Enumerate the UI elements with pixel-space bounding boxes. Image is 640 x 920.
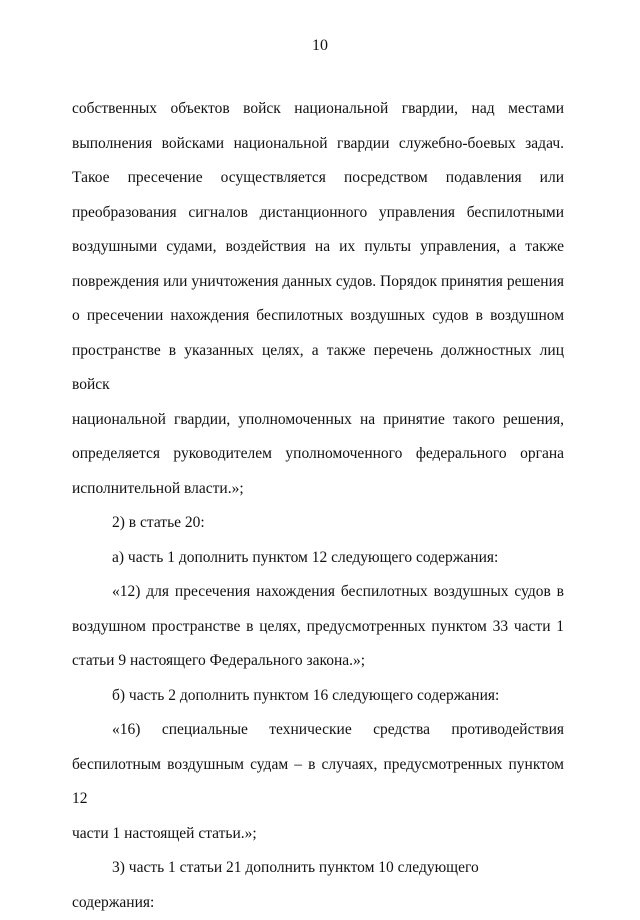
text-line: части 1 настоящей статьи.»;	[72, 824, 257, 842]
text-line: Такое пресечение осуществляется посредством подавления или	[72, 169, 564, 186]
text-line: статьи 9 настоящего Федерального закона.»;	[72, 652, 366, 669]
list-item: 3) часть 1 статьи 21 дополнить пунктом 10 следующего содержания:	[72, 859, 479, 911]
text-line: пространстве в указанных целях, а также перечень должностных лиц войск	[72, 341, 564, 393]
text-line: беспилотным воздушным судам – в случаях, предусмотренных пунктом 12	[72, 755, 564, 807]
text-line: исполнительной власти.»;	[72, 479, 244, 497]
text-line: национальной гвардии, уполномоченных на принятие такого решения,	[72, 410, 564, 428]
list-item: б) часть 2 дополнить пунктом 16 следующего содержания:	[112, 686, 500, 704]
list-item: 2) в статье 20:	[112, 514, 205, 531]
text-line: «16) специальные технические средства противодействия	[112, 721, 564, 738]
page-number: 10	[312, 37, 328, 54]
document-body	[72, 92, 564, 920]
text-line: «12) для пресечения нахождения беспилотных воздушных судов в	[112, 583, 564, 600]
text-line: преобразования сигналов дистанционного управления беспилотными	[72, 203, 564, 221]
text-line: воздушном пространстве в целях, предусмотренных пунктом 33 части 1	[72, 617, 564, 635]
list-item: а) часть 1 дополнить пунктом 12 следующего содержания:	[112, 548, 499, 566]
text-line: собственных объектов войск национальной гвардии, над местами	[72, 100, 564, 117]
text-line: определяется руководителем уполномоченного федерального органа	[72, 445, 564, 462]
text-line: воздушными судами, воздействия на их пульты управления, а также	[72, 238, 564, 255]
text-line: повреждения или уничтожения данных судов. Порядок принятия решения	[72, 272, 564, 290]
text-line: о пресечении нахождения беспилотных воздушных судов в воздушном	[72, 307, 564, 324]
text-line: выполнения войсками национальной гвардии служебно-боевых задач.	[72, 134, 564, 152]
